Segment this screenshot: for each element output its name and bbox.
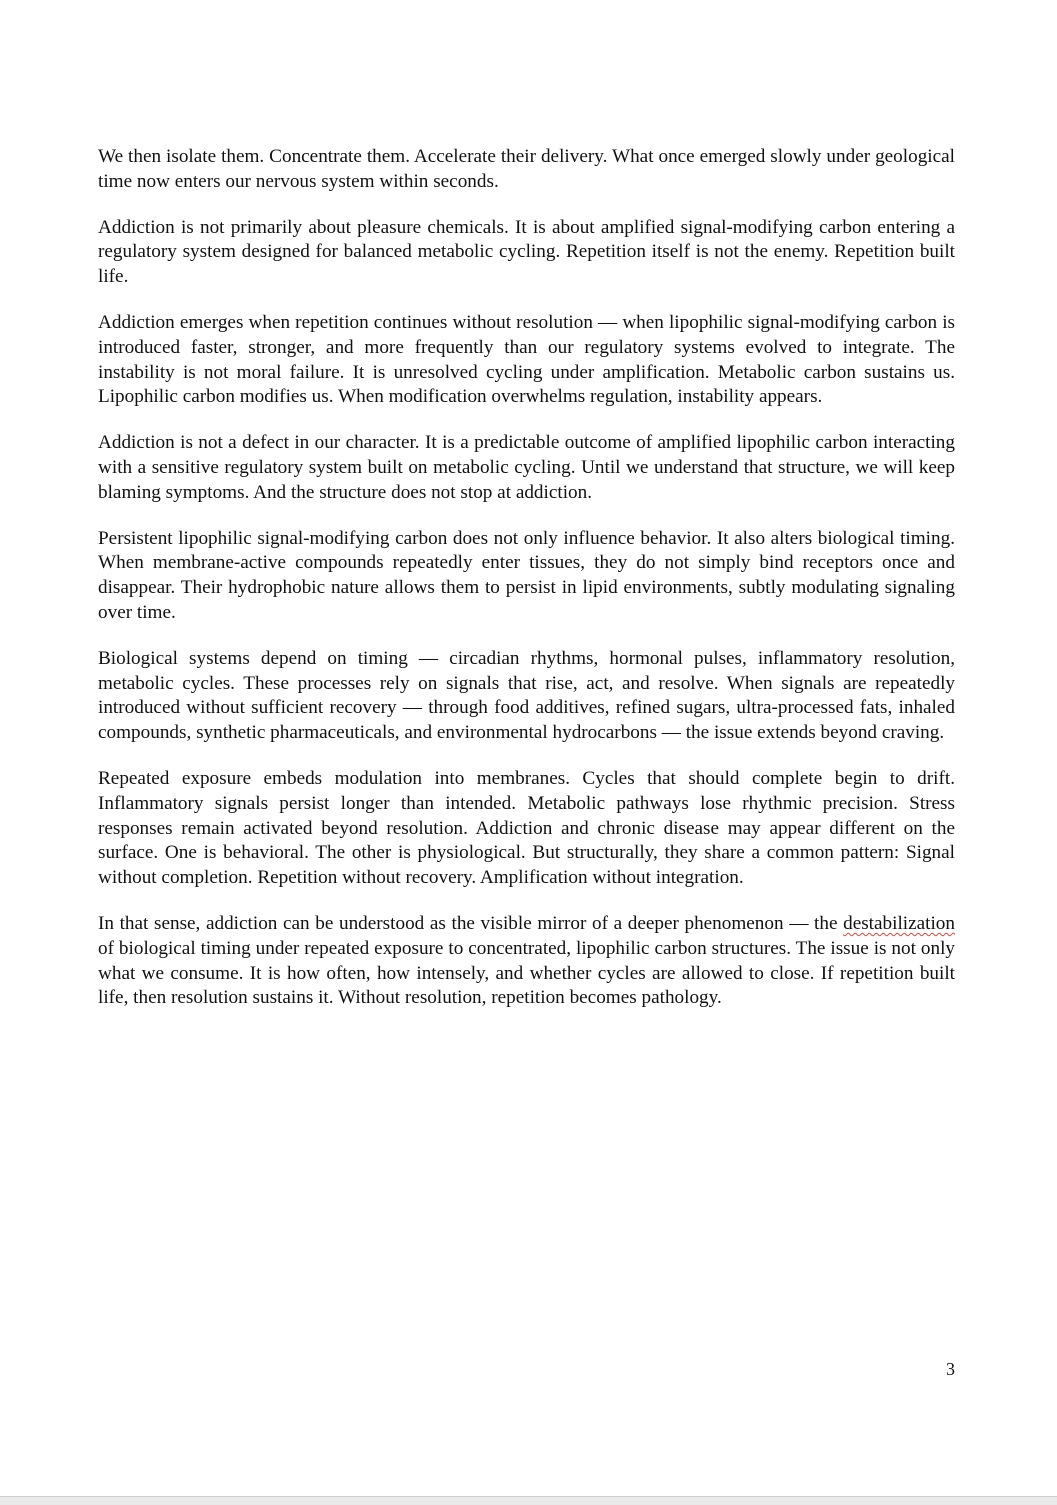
paragraph-4: Addiction is not a defect in our character. It is a predictable outcome of amplified lipophilic carbon interacting with a sensitive regulatory system built on metabolic cycling. Until we understand that structure, we will keep blaming symptoms. And the structure does not stop at addiction. — [98, 432, 955, 503]
paragraph-3: Addiction emerges when repetition continues without resolution — when lipophilic signal-modifying carbon is introduced faster, stronger, and more frequently than our regulatory systems evolved to integrate. The instability is not moral failure. It is unresolved cycling under amplification. Metabolic carbon sustains us. Lipophilic carbon modifies us. When modification overwhelms regulation, instability appears. — [98, 311, 955, 408]
paragraph-8-end: of biological timing under repeated exposure to concentrated, lipophilic carbon structures. The issue is not only what we consume. It is how often, how intensely, and whether cycles are allowed to close. If repetition built life, then resolution sustains it. Without resolution, repetition becomes pathology. — [98, 937, 955, 1009]
paragraph-8 — [98, 912, 955, 1011]
paragraph-6: Biological systems depend on timing — circadian rhythms, hormonal pulses, inflammatory resolution, metabolic cycles. These processes rely on signals that rise, act, and resolve. When signals are repeatedly introduced without sufficient recovery — through food additives, refined sugars, ultra-processed fats, inhaled compounds, synthetic pharmaceuticals, and environmental hydrocarbons — the issue extends beyond craving. — [98, 647, 955, 744]
body-text — [98, 145, 955, 1032]
paragraph-1: We then isolate them. Concentrate them. Accelerate their delivery. What once emerged slowly under geological time now enters our nervous system within seconds. — [98, 146, 955, 192]
spellcheck-flagged-word[interactable]: destabilization — [843, 912, 955, 934]
page-number: 3 — [946, 1359, 955, 1379]
paragraph-7: Repeated exposure embeds modulation into membranes. Cycles that should complete begin to drift. Inflammatory signals persist longer than intended. Metabolic pathways lose rhythmic precision. Stress responses remain activated beyond resolution. Addiction and chronic disease may appear different on the surface. One is behavioral. The other is physiological. But structurally, they share a common pattern: Signal without completion. Repetition without recovery. Amplification without integration. — [98, 767, 955, 889]
paragraph-2: Addiction is not primarily about pleasure chemicals. It is about amplified signal-modifying carbon entering a regulatory system designed for balanced metabolic cycling. Repetition itself is not the enemy. Repetition built life. — [98, 216, 955, 288]
paragraph-5: Persistent lipophilic signal-modifying carbon does not only influence behavior. It also alters biological timing. When membrane-active compounds repeatedly enter tissues, they do not simply bind receptors once and disappear. Their hydrophobic nature allows them to persist in lipid environments, subtly modulating signaling over time. — [98, 527, 955, 623]
paragraph-8-start: In that sense, addiction can be understood as the visible mirror of a deeper phenomenon — the — [98, 912, 844, 934]
